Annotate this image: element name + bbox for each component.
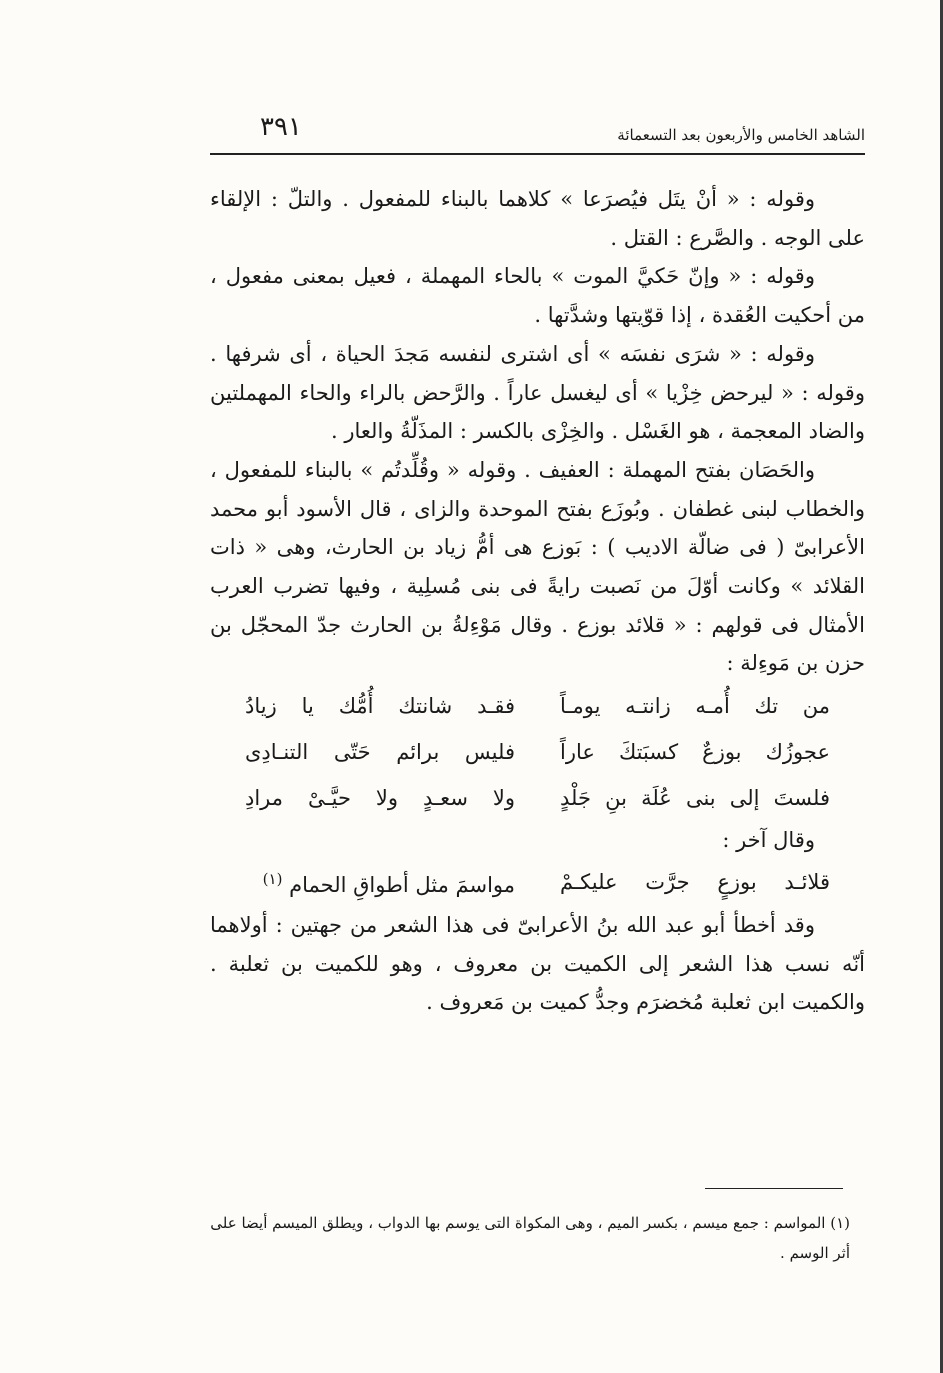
verse-second-hemistich: فليس برائم حَتّى التنـادِى — [245, 739, 515, 764]
verse-line — [210, 729, 830, 775]
footnote — [210, 1208, 865, 1268]
poem-block — [210, 683, 865, 821]
verse-first-hemistich: عجوزُك بوزعٌ كسبَتكَ عاراً — [560, 739, 830, 764]
running-head-title: الشاهد الخامس والأربعون بعد التسعمائة — [617, 126, 865, 144]
footnote-text: (١) المواسم : جمع ميسم ، بكسر الميم ، وهى المكواة التى يوسم بها الدواب ، ويطلق الميسم أيضا على أثر الوسم . — [210, 1214, 850, 1262]
verse-first-hemistich: من تك أُمـه زانتـه يومـاً — [560, 693, 830, 718]
paragraph: وقوله : « شرَى نفسَه » أى اشترى لنفسه مَجدَ الحياة ، أى شرفها . وقوله : « ليرحض خِزْيا » أى ليغسل عاراً . والرَّحض بالراء والحاء المهملتين والضاد المعجمة ، هو الغَسْل . والخِزْى بالكسر : المذَلّةُ والعار . — [210, 341, 865, 444]
verse-second-hemistich: ولا سعـدٍ ولا حيَّـىْ مرادِ — [245, 785, 515, 810]
running-head — [210, 112, 865, 158]
paragraph: وقد أخطأ أبو عبد الله بنُ الأعرابىّ فى هذا الشعر من جهتين : أولاهما أنّه نسب هذا الشعر إلى الكميت بن معروف ، وهو للكميت بن ثعلبة . والكميت ابن ثعلبة مُخضرَم وجدُّ كميت بن مَعروف . — [210, 912, 865, 1015]
verse-first-hemistich: فلستَ إلى بنى عُلَة بنِ جَلْدٍ — [560, 785, 830, 810]
paragraph: وقوله : « وإنّ حَكيَّ الموت » بالحاء المهملة ، فعيل بمعنى مفعول ، من أحكيت العُقدة ، إذا قوّيتها وشدَّتها . — [210, 264, 865, 328]
verse-line — [210, 860, 830, 906]
main-text — [210, 180, 865, 1022]
paragraph: والحَصَان بفتح المهملة : العفيف . وقوله « وقُلِّدتُم » بالبناء للمفعول ، والخطاب لبنى غطفان . وبُوزَع بفتح الموحدة والزاى ، قال الأسود أبو محمد الأعرابىّ ( فى ضالّة الاديب ) : بَوزع هى أمُّ زياد بن الحارث، وهى « ذات القلائد » وكانت أوّلَ من نَصبت رايةً فى بنى مُسلِية ، وفيها تضرب العرب الأمثال فى قولهم : « قلائد بوزع . وقال مَوْءِلةُ بن الحارث جدّ المحجّل بن حزن بن مَوءِلة : — [210, 457, 865, 676]
footnote-marker: (١) — [262, 870, 283, 889]
page-number: ٣٩١ — [260, 112, 302, 142]
footnote-rule — [705, 1188, 843, 1189]
verse-intro: وقال آخر : — [722, 828, 815, 853]
verse-line — [210, 775, 830, 821]
verse-first-hemistich: قلائـد بوزعٍ جرَّت عليكـمْ — [560, 870, 830, 895]
header-rule — [210, 153, 865, 155]
verse-line — [210, 683, 830, 729]
verse-second-hemistich: مواسمَ مثل أطواقِ الحمام $^{(١)}$ — [262, 870, 515, 898]
verse-second-hemistich: فقـد شانتك أُمُّك يا زيادُ — [245, 693, 515, 718]
paragraph: وقوله : « أنْ يتَل فيُصرَعا » كلاهما بالبناء للمفعول . والتلّ : الإلقاء على الوجه . والصَّرع : القتل . — [210, 187, 865, 250]
poem-block-2 — [210, 860, 865, 906]
